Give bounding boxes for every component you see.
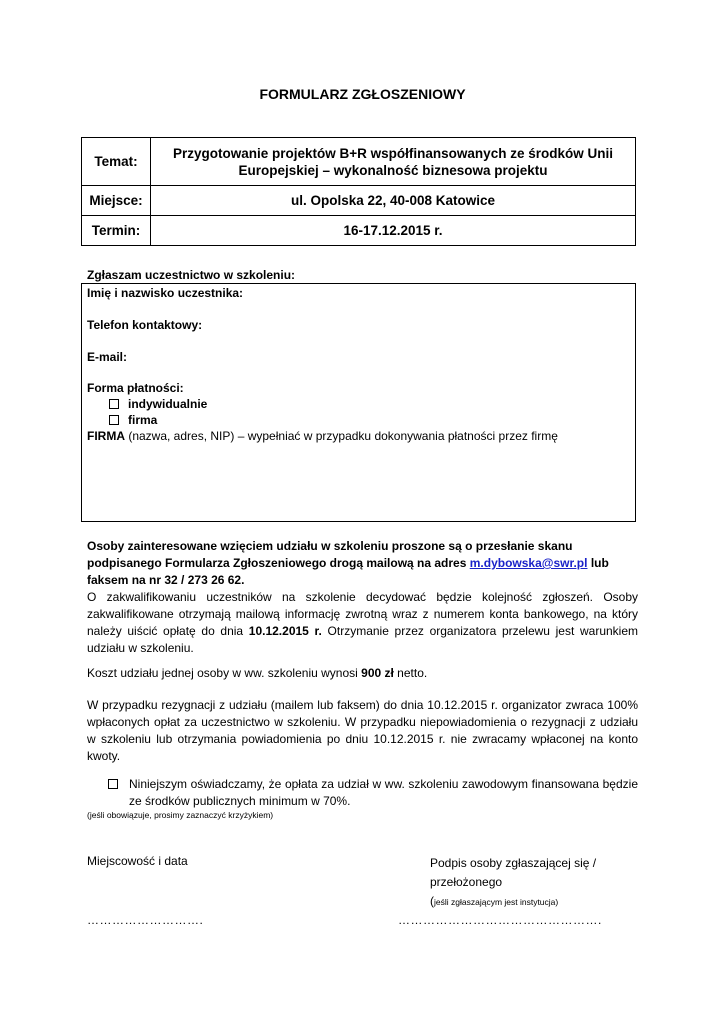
declaration-text: Niniejszym oświadczamy, że opłata za udział w ww. szkoleniu zawodowym finansowana będzie ze środków publicznych minimum w 70%. [129,777,638,808]
term-label: Termin: [82,216,151,246]
signature-note-paren: ( [430,894,434,908]
payment-option-individual[interactable] [109,397,207,411]
submission-line-2-text: podpisanego Formularza Zgłoszeniowego drogą mailową na adres [87,556,470,570]
term-row [82,216,636,246]
company-details-label[interactable] [87,429,558,443]
contact-email-link[interactable]: m.dybowska@swr.pl [469,556,588,570]
signature-line-2: przełożonego [430,875,503,889]
payment-form-label: Forma płatności: [87,381,184,395]
training-info-table [81,137,636,246]
signature-note-text: jeśli zgłaszającym jest instytucja) [434,897,559,907]
registration-box [81,283,636,522]
participant-name-label[interactable]: Imię i nazwisko uczestnika: [87,286,244,300]
submission-line-2 [87,555,638,572]
payment-deadline: 10.12.2015 r. [248,624,322,638]
place-date-field[interactable]: ………………………. [87,913,204,927]
company-label-rest: (nazwa, adres, NIP) – wypełniać w przypadku dokonywania płatności przez firmę [125,429,558,443]
signature-note [430,892,640,912]
submission-line-3: faksem na nr 32 / 273 26 62. [87,573,245,587]
phone-label[interactable]: Telefon kontaktowy: [87,318,203,332]
place-row [82,186,636,216]
form-title: FORMULARZ ZGŁOSZENIOWY [259,86,466,102]
qualification-paragraph [87,589,638,657]
topic-label: Temat: [82,138,151,186]
topic-row [82,138,636,186]
topic-line-2: Europejskiej – wykonalność biznesowa projektu [238,162,548,178]
cost-text-end: netto. [393,666,428,680]
resignation-paragraph: W przypadku rezygnacji z udziału (mailem lub faksem) do dnia 10.12.2015 r. organizator zwraca 100% wpłaconych opłat za uczestnictwo w szkoleniu. W przypadku niepowiadomienia o rezygnacji z udziału w szkoleniu lub otrzymania powiadomienia po dniu 10.12.2015 r. nie zwracamy wpłaconej na konto kwoty. [87,698,638,763]
checkbox-icon[interactable] [108,779,118,789]
place-value: ul. Opolska 22, 40-008 Katowice [151,186,636,216]
qualification-text: O zakwalifikowaniu uczestników na szkolenie decydować będzie kolejność zgłoszeń. Osoby zakwalifikowane otrzymają mailową informację zwrotną wraz z numerem konta bankowego, na który należy uiścić opłatę do dnia [87,590,638,638]
cost-text: Koszt udziału jednej osoby w ww. szkoleniu wynosi [87,666,362,680]
company-label-bold: FIRMA [87,429,125,443]
declaration-note: (jeśli obowiązuje, prosimy zaznaczyć krzyżykiem) [87,810,274,820]
topic-line-1: Przygotowanie projektów B+R współfinansowanych ze środków Unii [173,145,613,161]
signature-line-1: Podpis osoby zgłaszającej się / [430,856,597,870]
qualification-text-end: Otrzymanie przez organizatora przelewu jest warunkiem udziału w szkoleniu. [87,624,639,655]
email-label[interactable]: E-mail: [87,350,128,364]
place-label: Miejsce: [82,186,151,216]
submission-line-1: Osoby zainteresowane wzięciem udziału w szkoleniu proszone są o przesłanie skanu [87,539,573,553]
checkbox-icon[interactable] [109,399,119,409]
public-funding-declaration[interactable] [108,776,638,810]
term-value: 16-17.12.2015 r. [151,216,636,246]
topic-value [151,138,636,186]
signature-field[interactable]: …………………………………………. [398,913,602,927]
submission-instructions [87,538,638,657]
payment-option-individual-label: indywidualnie [128,397,208,411]
submission-line-2-end: lub [587,556,609,570]
registration-heading: Zgłaszam uczestnictwo w szkoleniu: [87,268,296,282]
payment-option-company[interactable] [109,413,157,427]
payment-option-company-label: firma [128,413,158,427]
checkbox-icon[interactable] [109,415,119,425]
signature-label [430,854,640,912]
cost-amount: 900 zł [361,666,394,680]
place-date-label: Miejscowość i data [87,854,188,868]
cost-paragraph [87,665,638,682]
